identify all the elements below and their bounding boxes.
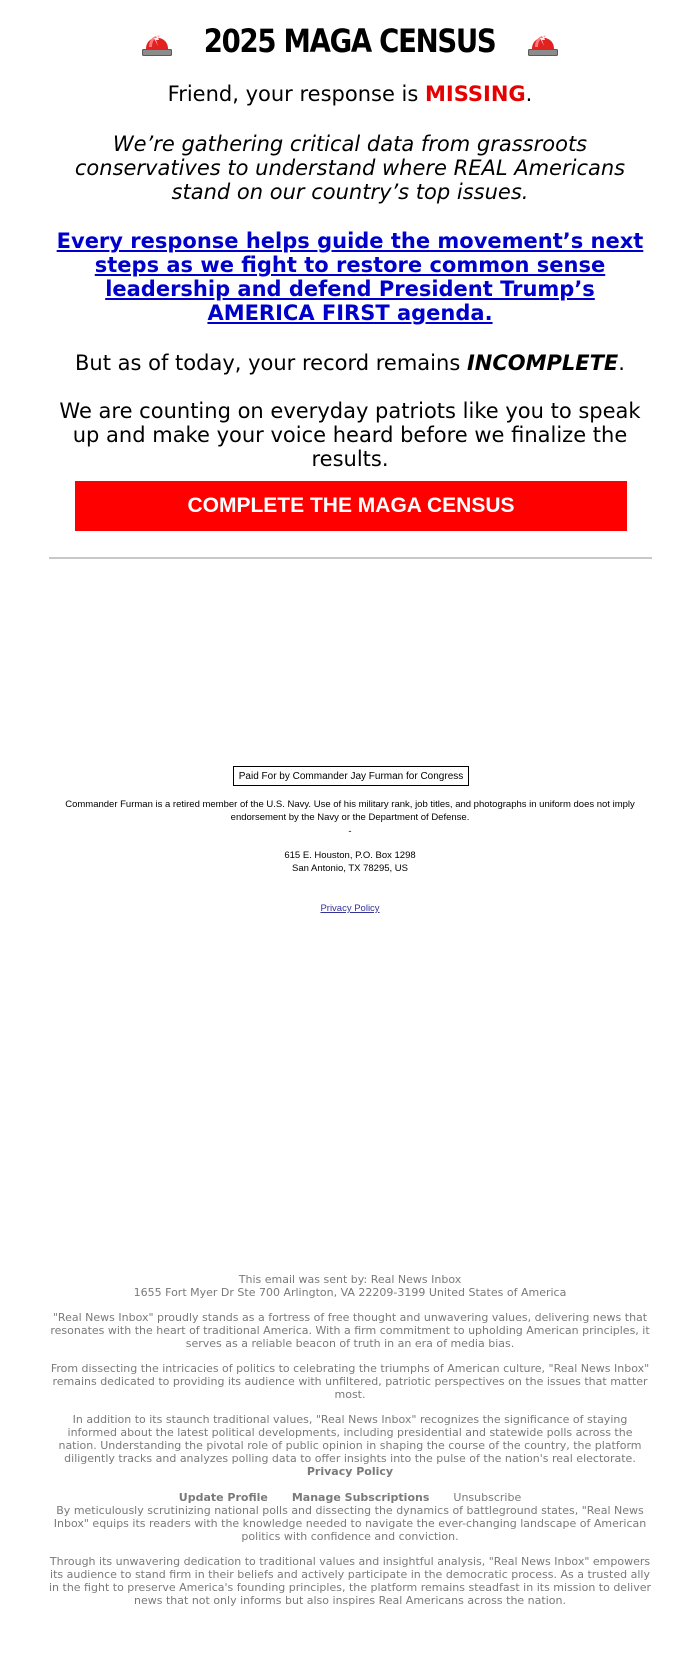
greeting-suffix: . [525,82,533,106]
update-profile-link[interactable]: Update Profile [178,1491,268,1504]
divider [49,557,652,559]
page-title: 2025 MAGA CENSUS [204,22,496,60]
campaign-privacy [0,903,700,914]
campaign-address [0,849,700,875]
paid-for-box: Paid For by Commander Jay Furman for Congress [233,766,469,786]
intro-paragraph: We’re gathering critical data from grassroots conservatives to understand where REAL Americans stand on our country’s top issues. [74,132,626,204]
incomplete-label: INCOMPLETE [466,351,619,375]
greeting-prefix: Friend, your response is [167,82,425,106]
separator-dash: - [348,826,352,837]
movement-link-paragraph [50,229,650,325]
footer-paragraph-5: Through its unwavering dedication to traditional values and insightful analysis, "Real News Inbox" empowers its audience to stand firm in their beliefs and actively participate in the democratic process. As a trusted ally in the fight to preserve America's founding principles, the platform remains steadfast in its mission to deliver news that not only informs but also inspires Real Americans across the nation. [48,1555,651,1607]
footer-sent-by: This email was sent by: Real News Inbox [238,1273,462,1286]
incomplete-line [0,351,700,375]
header [0,22,700,61]
greeting-line [0,82,700,106]
footer-paragraph-4: By meticulously scrutinizing national polls and dissecting the dynamics of battleground states, "Real News Inbox" equips its readers with the knowledge needed to navigate the ever-changing landscape of American politics with confidence and conviction. [53,1504,647,1543]
movement-link[interactable]: Every response helps guide the movement’s next steps as we fight to restore common sense leadership and defend President Trump’s AMERICA FIRST agenda. [56,229,644,325]
footer-paragraph-1: "Real News Inbox" proudly stands as a fortress of free thought and unwavering values, delivering news that resonates with the heart of traditional America. With a firm commitment to upholding American principles, it serves as a reliable beacon of truth in an era of media bias. [50,1311,650,1350]
unsubscribe-link[interactable]: Unsubscribe [453,1491,522,1504]
incomplete-prefix: But as of today, your record remains [75,351,467,375]
footer-privacy-link[interactable]: Privacy Policy [306,1465,394,1478]
manage-subscriptions-link[interactable]: Manage Subscriptions [291,1491,430,1504]
military-disclaimer: Commander Furman is a retired member of the U.S. Navy. Use of his military rank, job titles, and photographs in uniform does not imply endorsement by the Navy or the Department of Defense. [65,799,635,823]
title-group [140,22,559,60]
complete-census-button[interactable]: COMPLETE THE MAGA CENSUS [75,481,627,531]
footer-address: 1655 Fort Myer Dr Ste 700 Arlington, VA 22209-3199 United States of America [133,1286,567,1299]
campaign-address-line1: 615 E. Houston, P.O. Box 1298 [284,850,416,861]
footer [48,1273,652,1607]
incomplete-suffix: . [618,351,625,375]
missing-label: MISSING [425,82,526,106]
footer-paragraph-2: From dissecting the intricacies of politics to celebrating the triumphs of American culture, "Real News Inbox" remains dedicated to providing its audience with unfiltered, patriotic perspectives on the issues that matter most. [50,1362,650,1401]
siren-icon [526,25,560,57]
footer-paragraph-3: In addition to its staunch traditional values, "Real News Inbox" recognizes the significance of staying informed about the latest political developments, including presidential and statewide polls across the nation. Understanding the pivotal role of public opinion in shaping the course of the country, the platform diligently tracks and analyzes polling data to offer insights into the pulse of the nation's real electorate. [58,1413,642,1465]
campaign-privacy-link[interactable]: Privacy Policy [320,903,380,914]
campaign-address-line2: San Antonio, TX 78295, US [291,863,409,874]
patriots-paragraph: We are counting on everyday patriots like you to speak up and make your voice heard before we finalize the results. [59,399,641,471]
siren-icon [140,25,174,57]
footer-links [48,1491,652,1504]
